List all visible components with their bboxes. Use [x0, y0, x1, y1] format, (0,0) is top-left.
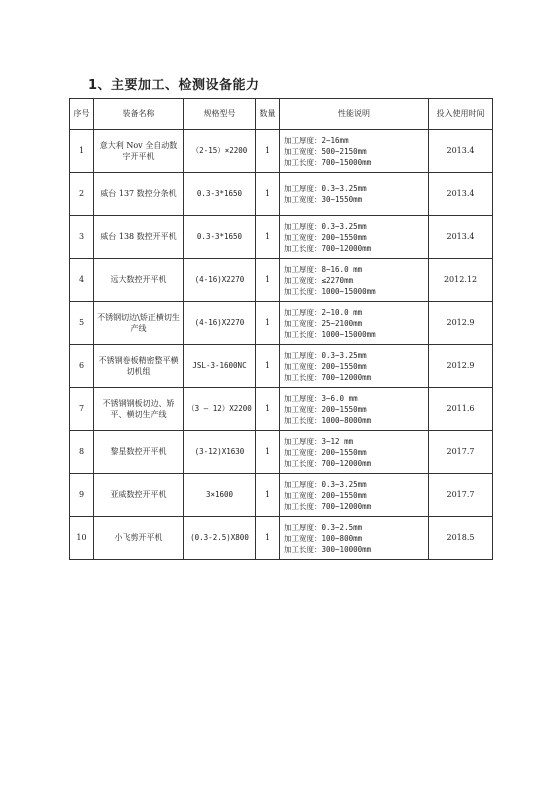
cell-performance	[280, 259, 429, 302]
table-row	[70, 259, 493, 302]
header-date: 投入使用时间	[429, 99, 493, 130]
performance-line: 加工厚度：3~12 mm	[284, 436, 354, 446]
cell-performance	[280, 431, 429, 474]
cell-equipment-name: 小飞剪开平机	[94, 517, 184, 560]
cell-date: 2013.4	[429, 130, 493, 173]
performance-line: 加工长度：1000~15000mm	[284, 286, 376, 296]
performance-line: 加工厚度：0.3~3.25mm	[284, 350, 367, 360]
table-row	[70, 216, 493, 259]
performance-line: 加工厚度：0.3~3.25mm	[284, 184, 367, 193]
cell-quantity: 1	[256, 259, 280, 302]
cell-model: 0.3-3*1650	[184, 216, 256, 259]
performance-line: 加工宽度：200~1550mm	[284, 490, 367, 500]
cell-date: 2013.4	[429, 173, 493, 216]
performance-line: 加工宽度：30~1550mm	[284, 195, 363, 204]
cell-date: 2017.7	[429, 431, 493, 474]
cell-no: 9	[70, 474, 94, 517]
cell-performance	[280, 173, 429, 216]
cell-performance	[280, 474, 429, 517]
cell-no: 2	[70, 173, 94, 216]
performance-line: 加工厚度：0.3~3.25mm	[284, 479, 367, 489]
header-performance: 性能说明	[280, 99, 429, 130]
cell-equipment-name: 不锈钢切边\矫正横切生产线	[94, 302, 184, 345]
cell-quantity: 1	[256, 173, 280, 216]
performance-line: 加工厚度：2~10.0 mm	[284, 307, 363, 317]
cell-date: 2018.5	[429, 517, 493, 560]
cell-date: 2012.12	[429, 259, 493, 302]
table-body	[70, 130, 493, 560]
cell-date: 2012.9	[429, 345, 493, 388]
cell-performance	[280, 216, 429, 259]
cell-performance	[280, 345, 429, 388]
cell-quantity: 1	[256, 130, 280, 173]
cell-model: (3-12)X1630	[184, 431, 256, 474]
performance-line: 加工长度：700~12000mm	[284, 501, 372, 511]
performance-line: 加工长度：700~12000mm	[284, 243, 372, 253]
table-row	[70, 173, 493, 216]
table-row	[70, 388, 493, 431]
cell-model: (4-16)X2270	[184, 259, 256, 302]
cell-equipment-name: 远大数控开平机	[94, 259, 184, 302]
section-title: 1、主要加工、检测设备能力	[88, 78, 260, 93]
cell-no: 10	[70, 517, 94, 560]
table-row	[70, 517, 493, 560]
header-no: 序号	[70, 99, 94, 130]
cell-model: （3 — 12）X2200	[184, 388, 256, 431]
cell-date: 2011.6	[429, 388, 493, 431]
cell-date: 2013.4	[429, 216, 493, 259]
cell-model: （2-15）×2200	[184, 130, 256, 173]
cell-performance	[280, 302, 429, 345]
performance-line: 加工厚度：3~6.0 mm	[284, 393, 358, 403]
table-row	[70, 345, 493, 388]
cell-no: 7	[70, 388, 94, 431]
table-row	[70, 302, 493, 345]
cell-date: 2012.9	[429, 302, 493, 345]
header-qty: 数量	[256, 99, 280, 130]
cell-model: JSL-3-1600NC	[184, 345, 256, 388]
cell-equipment-name: 亚威数控开平机	[94, 474, 184, 517]
equipment-table	[69, 98, 493, 560]
performance-line: 加工宽度：200~1550mm	[284, 361, 367, 371]
cell-quantity: 1	[256, 388, 280, 431]
cell-performance	[280, 388, 429, 431]
cell-quantity: 1	[256, 302, 280, 345]
cell-performance	[280, 517, 429, 560]
cell-equipment-name: 意大利 Nov 全自动数字开平机	[94, 130, 184, 173]
cell-equipment-name: 黎星数控开平机	[94, 431, 184, 474]
performance-line: 加工宽度：100~800mm	[284, 533, 363, 543]
cell-quantity: 1	[256, 345, 280, 388]
cell-quantity: 1	[256, 474, 280, 517]
cell-quantity: 1	[256, 431, 280, 474]
table-row	[70, 431, 493, 474]
cell-no: 6	[70, 345, 94, 388]
table-row	[70, 474, 493, 517]
cell-equipment-name: 不锈钢卷板精密整平横切机组	[94, 345, 184, 388]
cell-model: 0.3-3*1650	[184, 173, 256, 216]
performance-line: 加工长度：1000~15000mm	[284, 329, 376, 339]
performance-line: 加工长度：700~12000mm	[284, 458, 372, 468]
performance-line: 加工宽度：25~2100mm	[284, 318, 363, 328]
performance-line: 加工厚度：0.3~3.25mm	[284, 221, 367, 231]
cell-equipment-name: 不锈钢钢板切边、矫平、横切生产线	[94, 388, 184, 431]
performance-line: 加工宽度：200~1550mm	[284, 232, 367, 242]
performance-line: 加工宽度：200~1550mm	[284, 447, 367, 457]
performance-line: 加工宽度：≤2270mm	[284, 275, 354, 285]
cell-model: (4-16)X2270	[184, 302, 256, 345]
performance-line: 加工厚度：2~16mm	[284, 135, 349, 145]
cell-quantity: 1	[256, 216, 280, 259]
cell-no: 8	[70, 431, 94, 474]
cell-no: 4	[70, 259, 94, 302]
performance-line: 加工长度：700~15000mm	[284, 157, 372, 167]
performance-line: 加工长度：700~12000mm	[284, 372, 372, 382]
header-name: 装备名称	[94, 99, 184, 130]
cell-equipment-name: 威台 138 数控开平机	[94, 216, 184, 259]
header-model: 规格型号	[184, 99, 256, 130]
performance-line: 加工厚度：8~16.0 mm	[284, 264, 363, 274]
cell-no: 3	[70, 216, 94, 259]
cell-model: (0.3-2.5)X800	[184, 517, 256, 560]
performance-line: 加工长度：1000~8000mm	[284, 415, 372, 425]
performance-line: 加工长度：300~10000mm	[284, 544, 372, 554]
cell-quantity: 1	[256, 517, 280, 560]
cell-no: 5	[70, 302, 94, 345]
cell-date: 2017.7	[429, 474, 493, 517]
performance-line: 加工宽度：500~2150mm	[284, 146, 367, 156]
performance-line: 加工厚度：0.3~2.5mm	[284, 522, 363, 532]
table-header-row	[70, 99, 493, 130]
cell-no: 1	[70, 130, 94, 173]
cell-equipment-name: 威台 137 数控分条机	[94, 173, 184, 216]
table-row	[70, 130, 493, 173]
performance-line: 加工宽度：200~1550mm	[284, 404, 367, 414]
cell-model: 3×1600	[184, 474, 256, 517]
cell-performance	[280, 130, 429, 173]
